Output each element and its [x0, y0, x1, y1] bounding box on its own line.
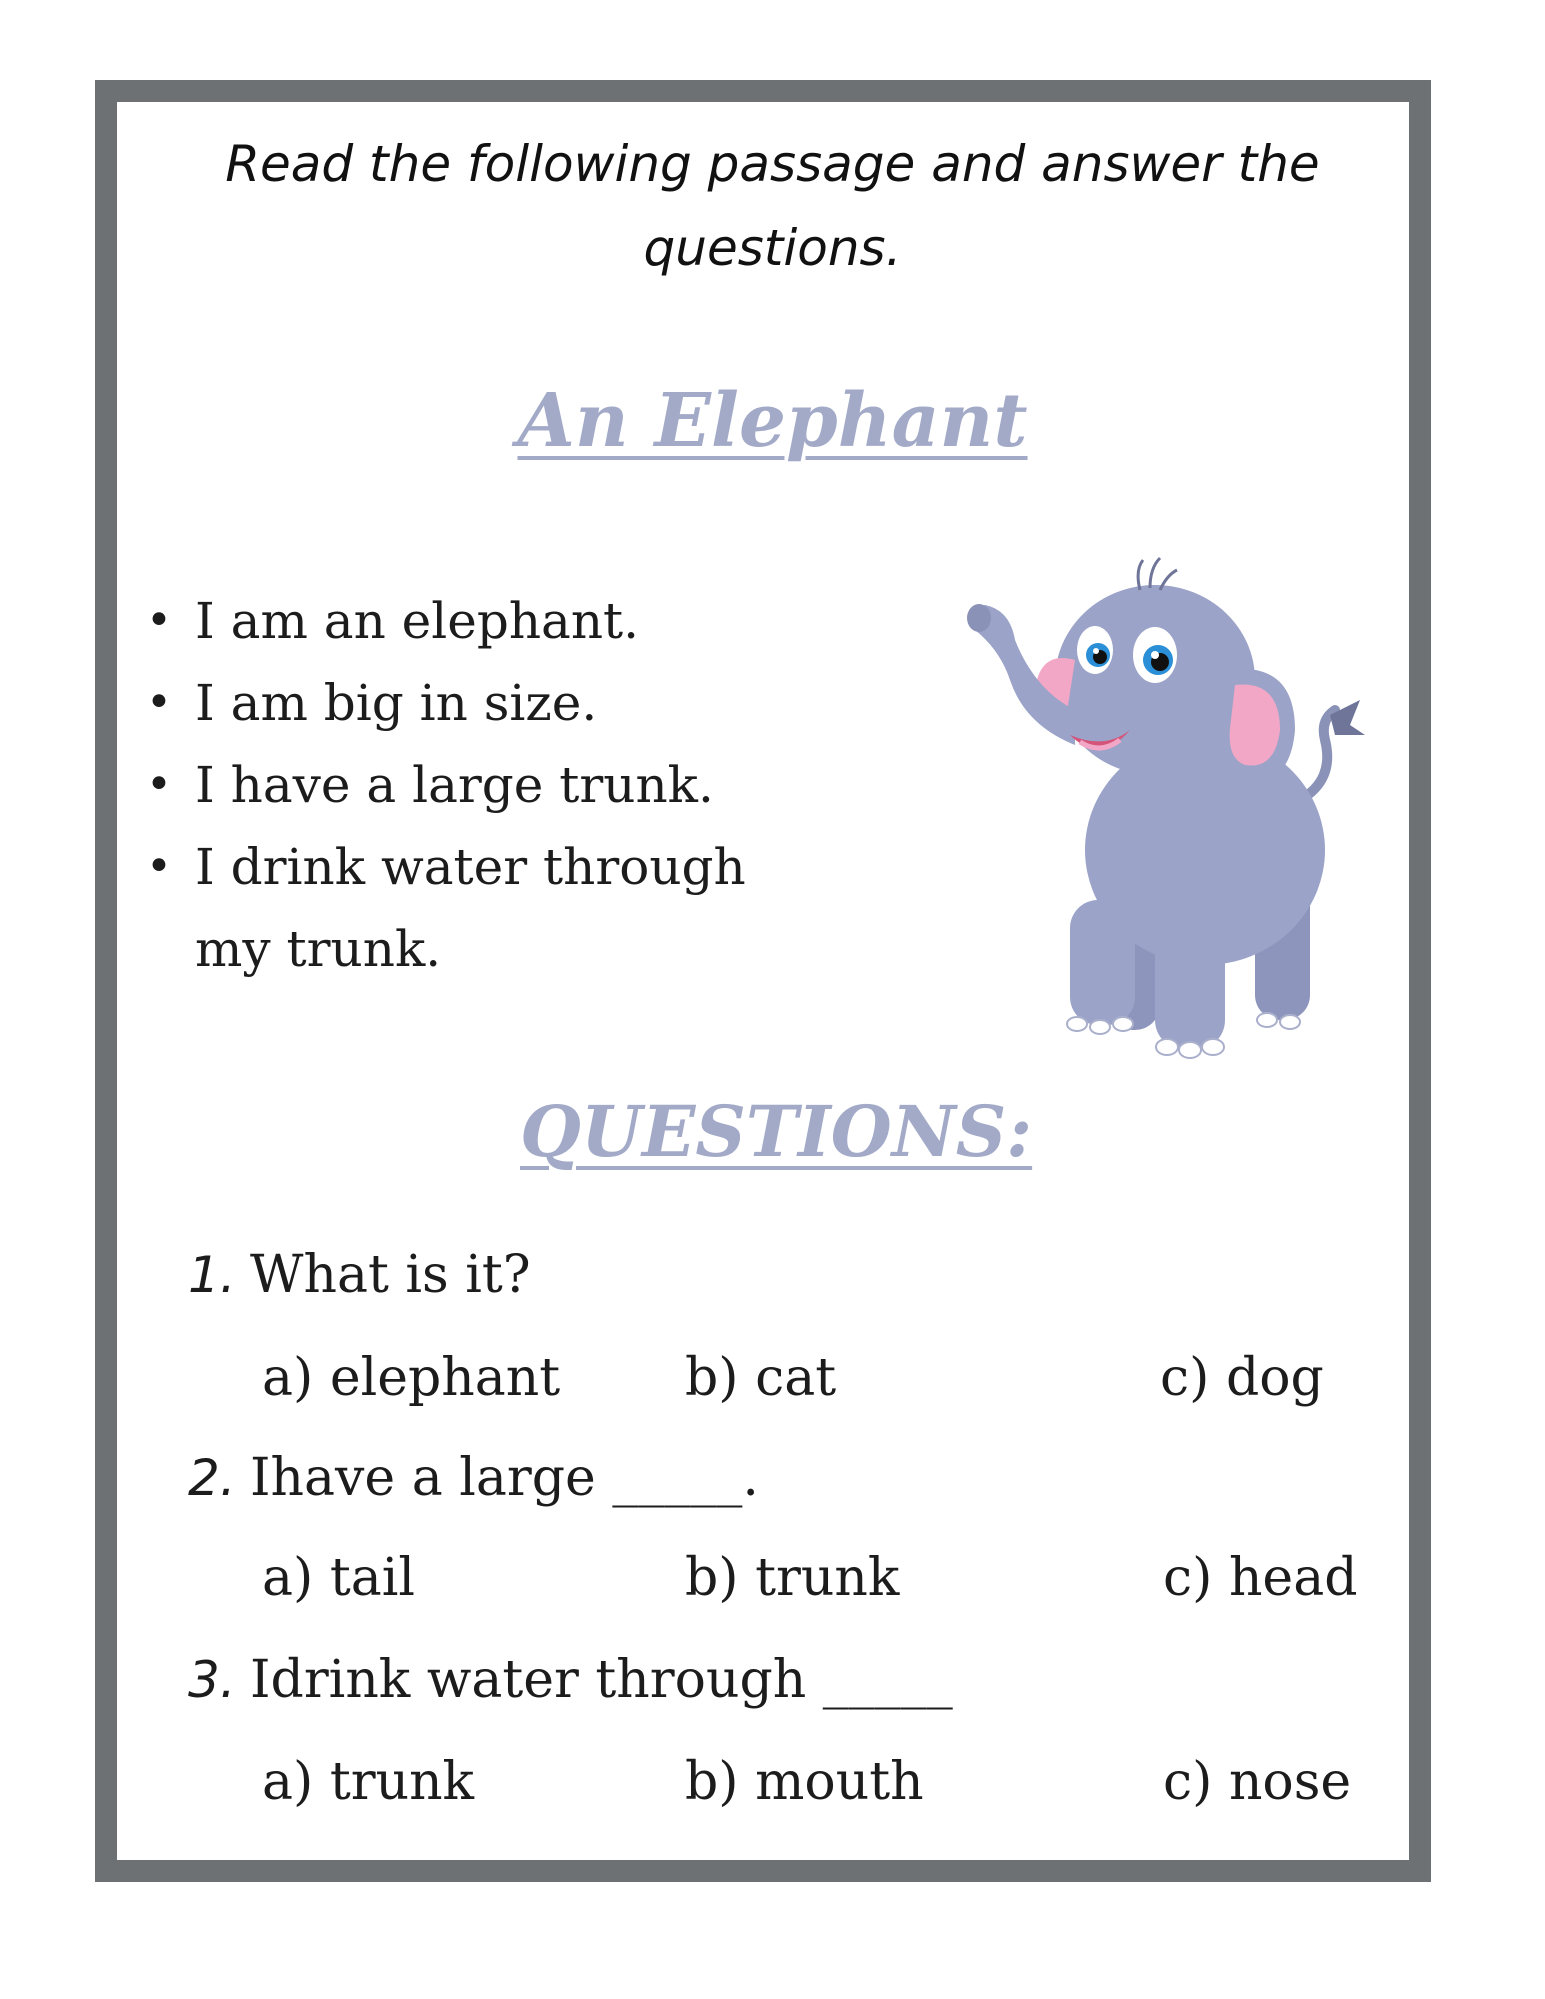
question-3: [188, 1650, 953, 1710]
fact-item: • I am an elephant.: [140, 580, 920, 662]
question-2-option-c: c) head: [1163, 1548, 1358, 1608]
bullet-icon: •: [146, 595, 172, 646]
question-text: Ihave a large _____.: [250, 1448, 759, 1508]
bullet-icon: •: [146, 759, 172, 810]
question-number: 3.: [188, 1651, 236, 1709]
fact-item: • I have a large trunk.: [140, 744, 920, 826]
bullet-icon: •: [146, 677, 172, 728]
elephant-illustration: [955, 550, 1375, 1060]
question-1-option-b: b) cat: [685, 1348, 837, 1408]
passage-title: An Elephant: [517, 378, 1028, 464]
question-2: [188, 1448, 759, 1508]
question-1-option-c: c) dog: [1160, 1348, 1324, 1408]
question-text: What is it?: [250, 1245, 531, 1305]
fact-item: • I am big in size.: [140, 662, 920, 744]
question-3-option-b: b) mouth: [685, 1752, 924, 1812]
question-text: Idrink water through _____: [250, 1650, 953, 1710]
bullet-icon: •: [146, 841, 172, 892]
question-2-option-a: a) tail: [262, 1548, 415, 1608]
question-2-option-b: b) trunk: [685, 1548, 900, 1608]
question-3-option-c: c) nose: [1163, 1752, 1352, 1812]
fact-item: • I drink water through my trunk.: [140, 826, 795, 990]
question-3-option-a: a) trunk: [262, 1752, 475, 1812]
instructions: Read the following passage and answer the questions.: [225, 135, 1320, 277]
question-1: [188, 1245, 531, 1305]
passage-facts: [140, 580, 920, 990]
question-number: 1.: [188, 1246, 236, 1304]
questions-heading: QUESTIONS:: [520, 1090, 1033, 1173]
question-number: 2.: [188, 1449, 236, 1507]
question-1-option-a: a) elephant: [262, 1348, 561, 1408]
